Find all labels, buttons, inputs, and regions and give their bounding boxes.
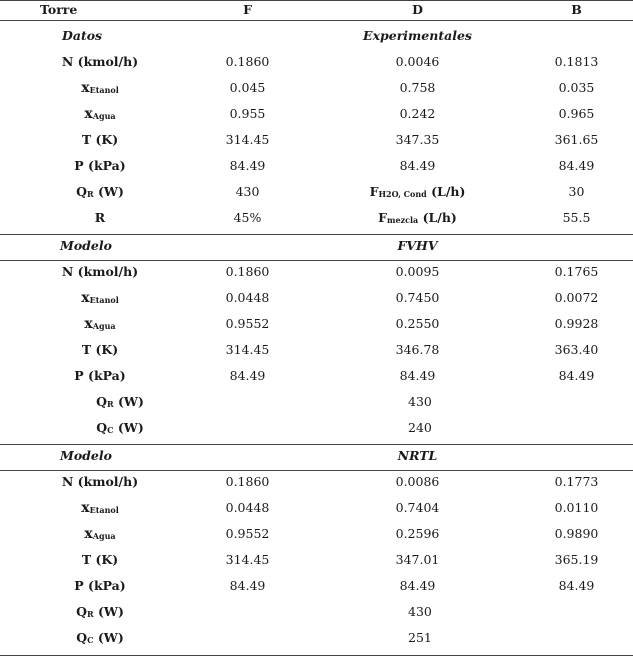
cell-b: 0.035 xyxy=(558,80,595,95)
cell-b: 0.965 xyxy=(558,106,595,121)
exp-row-n xyxy=(0,49,633,75)
header-rule xyxy=(0,20,633,21)
cell-d: 0.0086 xyxy=(395,474,440,489)
exp-row-xagua xyxy=(0,101,633,127)
row-label: $x_{Etanol}$ xyxy=(81,80,119,96)
cell-f: 0.1860 xyxy=(225,54,270,69)
cell-b: 0.1765 xyxy=(554,264,599,279)
cell-b: 0.9928 xyxy=(554,316,599,331)
cell-d: 0.2550 xyxy=(395,316,440,331)
section-label-right: FVHV xyxy=(397,238,438,253)
cell-f: 84.49 xyxy=(229,158,266,173)
row-label: T (K) xyxy=(81,342,119,357)
cell-d: 430 xyxy=(408,604,432,619)
cell-b: 0.0072 xyxy=(554,290,599,305)
fvhv-row-qr xyxy=(0,389,633,415)
cell-b: 84.49 xyxy=(558,578,595,593)
cell-f: 0.9552 xyxy=(225,526,270,541)
cell-f: 0.955 xyxy=(229,106,266,121)
row-label: N (kmol/h) xyxy=(61,474,139,489)
cell-b: 0.1813 xyxy=(554,54,599,69)
cell-d: 251 xyxy=(408,630,432,645)
header-b: B xyxy=(571,2,582,17)
cell-b: 30 xyxy=(568,184,585,199)
cell-d: 84.49 xyxy=(399,158,436,173)
cell-b: 84.49 xyxy=(558,368,595,383)
row-label: $Q_R$ (W) xyxy=(96,394,144,409)
cell-f: 430 xyxy=(235,184,260,199)
nrtl-row-xagua xyxy=(0,521,633,547)
cell-f: 0.1860 xyxy=(225,474,270,489)
cell-f: 314.45 xyxy=(225,342,270,357)
section-label-right: Experimentales xyxy=(363,28,472,43)
row-label: $Q_R$ (W) xyxy=(76,604,124,619)
row-label: $x_{Etanol}$ xyxy=(81,290,119,306)
row-label: P (kPa) xyxy=(74,578,126,593)
cell-f: 0.0448 xyxy=(225,500,270,515)
cell-b: 0.9890 xyxy=(554,526,599,541)
cell-f: 0.9552 xyxy=(225,316,270,331)
nrtl-row-qc xyxy=(0,625,633,651)
cell-b: 55.5 xyxy=(562,210,591,225)
cell-f: 0.0448 xyxy=(225,290,270,305)
header-torre: Torre xyxy=(40,2,78,17)
cell-f: 45% xyxy=(233,210,262,225)
exp-row-p xyxy=(0,153,633,179)
cell-d: 0.7404 xyxy=(395,500,440,515)
row-label: P (kPa) xyxy=(74,158,126,173)
cell-d: 0.0095 xyxy=(395,264,440,279)
fvhv-row-qc xyxy=(0,415,633,441)
section-label-left: Datos xyxy=(62,28,103,43)
cell-f: 314.45 xyxy=(225,132,270,147)
cell-b: 84.49 xyxy=(558,158,595,173)
fvhv-row-t xyxy=(0,337,633,363)
cell-d: 0.2596 xyxy=(395,526,440,541)
cell-b: 0.1773 xyxy=(554,474,599,489)
cell-b: 361.65 xyxy=(554,132,599,147)
section-datos xyxy=(0,23,633,49)
cell-b: 363.40 xyxy=(554,342,599,357)
row-label: $x_{Agua}$ xyxy=(84,526,116,542)
section-label-left: Modelo xyxy=(60,238,112,253)
row-label: P (kPa) xyxy=(74,368,126,383)
exp-row-t xyxy=(0,127,633,153)
row-label: $x_{Etanol}$ xyxy=(81,500,119,516)
row-label: $Q_C$ (W) xyxy=(76,630,124,645)
fvhv-row-xetanol xyxy=(0,285,633,311)
nrtl-row-p xyxy=(0,573,633,599)
cell-d-label: $F_{H2O, Cond}$ (L/h) xyxy=(369,184,466,199)
section-label-right: NRTL xyxy=(397,448,438,463)
row-label: N (kmol/h) xyxy=(61,54,139,69)
cell-d: 84.49 xyxy=(399,578,436,593)
cell-d: 0.0046 xyxy=(395,54,440,69)
section-label-left: Modelo xyxy=(60,448,112,463)
cell-d: 84.49 xyxy=(399,368,436,383)
cell-d: 0.758 xyxy=(399,80,436,95)
cell-d: 0.242 xyxy=(399,106,436,121)
bottom-rule xyxy=(0,655,633,656)
exp-row-qr xyxy=(0,179,633,205)
row-label: T (K) xyxy=(81,132,119,147)
row-label: $Q_C$ (W) xyxy=(96,420,144,435)
row-label: $x_{Agua}$ xyxy=(84,316,116,332)
fvhv-row-xagua xyxy=(0,311,633,337)
section-fvhv xyxy=(0,233,633,259)
cell-f: 314.45 xyxy=(225,552,270,567)
row-label: T (K) xyxy=(81,552,119,567)
nrtl-row-n xyxy=(0,469,633,495)
cell-b: 365.19 xyxy=(554,552,599,567)
fvhv-row-n xyxy=(0,259,633,285)
cell-d: 347.01 xyxy=(395,552,440,567)
cell-d-label: $F_{mezcla}$ (L/h) xyxy=(378,210,457,225)
fvhv-row-p xyxy=(0,363,633,389)
cell-f: 84.49 xyxy=(229,578,266,593)
cell-d: 346.78 xyxy=(395,342,440,357)
cell-d: 0.7450 xyxy=(395,290,440,305)
cell-f: 0.045 xyxy=(229,80,266,95)
nrtl-row-xetanol xyxy=(0,495,633,521)
nrtl-row-qr xyxy=(0,599,633,625)
cell-d: 347.35 xyxy=(395,132,440,147)
exp-row-xetanol xyxy=(0,75,633,101)
header-f: F xyxy=(243,2,252,17)
cell-b: 0.0110 xyxy=(554,500,599,515)
exp-row-r xyxy=(0,205,633,231)
row-label: $Q_R$ (W) xyxy=(76,184,124,199)
nrtl-row-t xyxy=(0,547,633,573)
cell-f: 84.49 xyxy=(229,368,266,383)
row-label: R xyxy=(94,210,106,225)
row-label: $x_{Agua}$ xyxy=(84,106,116,122)
header-row xyxy=(0,0,633,20)
cell-d: 240 xyxy=(408,420,432,435)
cell-d: 430 xyxy=(408,394,432,409)
header-d: D xyxy=(412,2,423,17)
row-label: N (kmol/h) xyxy=(61,264,139,279)
section-nrtl xyxy=(0,443,633,469)
cell-f: 0.1860 xyxy=(225,264,270,279)
